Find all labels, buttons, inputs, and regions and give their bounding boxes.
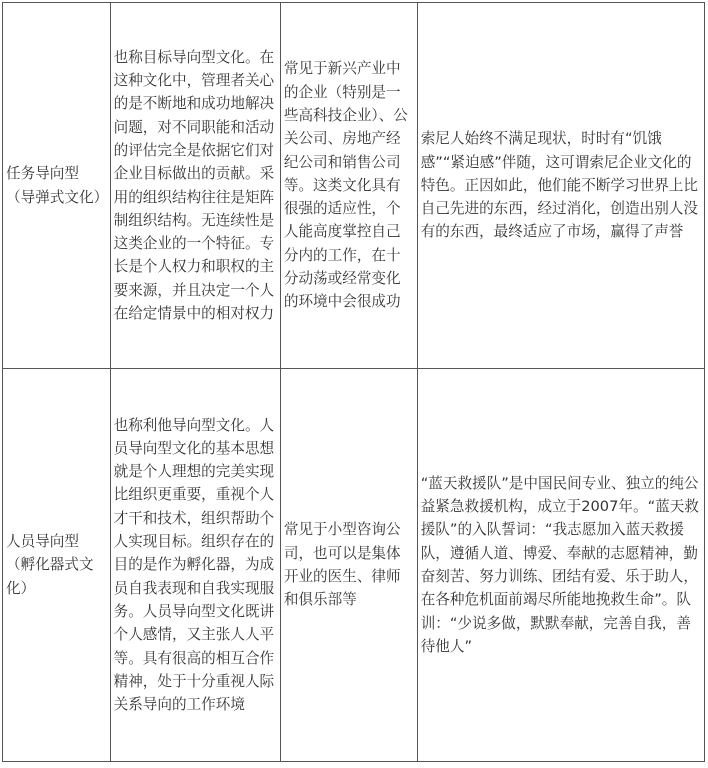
culture-type-label: 人员导向型（孵化器式文化）	[6, 533, 94, 597]
table-row	[3, 369, 705, 762]
example-cell	[417, 369, 704, 762]
definition-text: 也称目标导向型文化。在这种文化中，管理者关心的是不断地和成功地解决问题，对不同职能和活动的评估完全是依据它们对企业目标做出的贡献。采用的组织结构往往是矩阵制组织结构。无连续性是这类企业的一个特征。专长是个人权力和职权的主要来源，并且决定一个人在给定情景中的相对权力	[113, 48, 275, 322]
culture-types-table	[2, 2, 705, 762]
definition-cell	[110, 3, 280, 369]
culture-type-label: 任务导向型（导弹式文化）	[6, 165, 109, 206]
definition-cell	[110, 369, 280, 762]
culture-type-cell	[3, 369, 111, 762]
example-cell	[417, 3, 704, 369]
applicable-cell	[280, 369, 417, 762]
applicable-cell	[280, 3, 417, 369]
applicable-text: 常见于新兴产业中的企业（特别是一些高科技企业）、公关公司、房地产经纪公司和销售公司等。这类文化具有很强的适应性，个人能高度掌控自己分内的工作，在十分动荡或经常变化的环境中会很成功	[283, 60, 408, 311]
applicable-text: 常见于小型咨询公司，也可以是集体开业的医生、律师和俱乐部等	[283, 521, 401, 609]
example-text: 索尼人始终不满足现状，时时有“饥饿感”“紧迫感”伴随，这可谓索尼企业文化的特色。正因如此，他们能不断学习世界上比自己先进的东西，经过消化，创造出别人没有的东西，最终适应了市场，赢得了声誉	[420, 130, 698, 241]
definition-text: 也称利他导向型文化。人员导向型文化的基本思想就是个人理想的完美实现比组织更重要，重视个人才干和技术，组织帮助个人实现目标。组织存在的目的是作为孵化器，为成员自我表现和自我实现服务。人员导向型文化既讲个人感情，又主张人人平等。具有很高的相互合作精神，处于十分重视人际关系导向的工作环境	[113, 416, 275, 714]
example-text: “蓝天救援队”是中国民间专业、独立的纯公益紧急救援机构，成立于2007年。“蓝天救援队”的入队誓词：“我志愿加入蓝天救援队，遵循人道、博爱、奉献的志愿精神，勤奋刻苦、努力训练、团结有爱、乐于助人，在各种危机面前竭尽所能地挽救生命”。队训：“少说多做，默默奉献，完善自我，善待他人”	[420, 474, 699, 655]
table-row	[3, 3, 705, 369]
culture-type-cell	[3, 3, 111, 369]
